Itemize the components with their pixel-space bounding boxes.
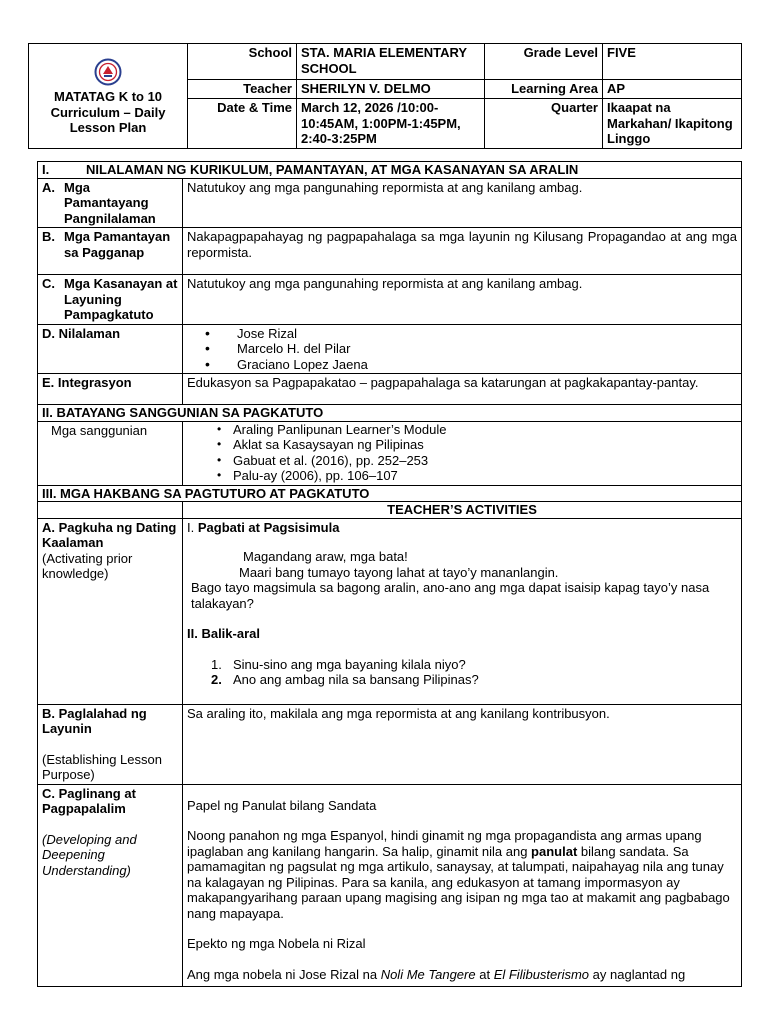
step-a-label-cell: [38, 518, 183, 704]
datetime-value: March 12, 2026 /10:00-10:45AM, 1:00PM-1:45PM, 2:40-3:25PM: [297, 99, 485, 149]
row-letter: B.: [42, 229, 55, 244]
plan-title: MATATAG K to 10 Curriculum – Daily Lesson Plan: [50, 89, 166, 136]
teacher-label: Teacher: [188, 80, 297, 99]
question-number: 2.: [211, 672, 222, 687]
nilalaman-list: [187, 326, 737, 373]
nilalaman-list-cell: [183, 324, 742, 374]
section-1-header: [38, 162, 742, 179]
paragraph-text: ay naglantad ng: [592, 966, 686, 982]
school-value: STA. MARIA ELEMENTARY SCHOOL: [297, 44, 485, 80]
step-c-label-cell: [38, 784, 183, 986]
list-item: • Graciano Lopez Jaena: [187, 357, 737, 373]
step-c-heading: Papel ng Panulat bilang Sandata: [187, 797, 377, 813]
list-item: • Jose Rizal: [187, 326, 737, 342]
list-item: [187, 657, 737, 673]
paragraph-text: Noong panahon ng mga Espanyol, hindi ginamit ng mga propagandista ang armas upang ipaglaban ang kanilang hangarin. Sa halip, ginamit nila ang: [187, 828, 702, 859]
step-a-sub: (Activating prior knowledge): [42, 550, 133, 581]
row-label-b: [38, 228, 183, 275]
question-text: Ano ang ambag nila sa bansang Pilipinas?: [233, 672, 479, 687]
step-a-content: [183, 518, 742, 704]
step-b-sub: (Establishing Lesson Purpose): [42, 751, 162, 782]
row-label-text: Mga Pamantayan sa Pagganap: [64, 229, 171, 260]
step-c-last-line: [187, 967, 737, 983]
empty-cell: [38, 502, 183, 519]
integrasyon-label: E. Integrasyon: [38, 374, 183, 405]
row-label-a: [38, 178, 183, 228]
section-2-header: II. BATAYANG SANGGUNIAN SA PAGKATUTO: [38, 405, 742, 422]
question-number: 1.: [211, 656, 222, 672]
row-text-c: Natutukoy ang mga pangunahing repormista at ang kanilang ambag.: [183, 275, 742, 325]
sanggunian-label: Mga sanggunian: [38, 421, 183, 485]
nilalaman-label: D. Nilalaman: [38, 324, 183, 374]
plan-title-cell: [29, 44, 188, 149]
review-heading: II. Balik-aral: [187, 626, 260, 641]
novel-title: El Filibusterismo: [493, 966, 590, 982]
greeting-heading: Pagbati at Pagsisimula: [197, 519, 340, 535]
question-text: Sinu-sino ang mga bayaning kilala niyo?: [233, 656, 466, 672]
area-label: Learning Area: [485, 80, 603, 99]
step-c-heading-2: Epekto ng mga Nobela ni Rizal: [187, 936, 366, 951]
activities-header: TEACHER’S ACTIVITIES: [183, 502, 742, 519]
grade-value: FIVE: [603, 44, 742, 80]
grade-label: Grade Level: [485, 44, 603, 80]
novel-title: Noli Me Tangere: [380, 966, 476, 982]
row-letter: A.: [42, 179, 55, 195]
list-item: • Gabuat et al. (2016), pp. 252–253: [187, 453, 737, 469]
list-item: • Aklat sa Kasaysayan ng Pilipinas: [187, 437, 737, 453]
step-c-sub: (Developing and Deepening Understanding): [42, 831, 137, 878]
section-1-title: NILALAMAN NG KURIKULUM, PAMANTAYAN, AT MGA KASANAYAN SA ARALIN: [86, 162, 579, 177]
step-c-label: C. Paglinang at Pagpapalalim: [42, 785, 136, 816]
step-c-paragraph: [187, 828, 737, 921]
list-item: • Marcelo H. del Pilar: [187, 341, 737, 357]
review-questions: [187, 657, 737, 688]
step-b-label: B. Paglalahad ng Layunin: [42, 705, 147, 736]
datetime-label: Date & Time: [188, 99, 297, 149]
paragraph-text: bilang sandata. Sa pamamagitan ng pagsulat ng mga artikulo, sanaysay, at talumpati, naipahayag nila ang tunay na kalagayan ng Pilipinas. Para sa kanila, ang edukasyon at tamang impormasyon ay makapangyarihang paraan upang magising ang isipan ng mga tao at makamit ang pagbabago nang mapayapa.: [187, 843, 730, 921]
deped-seal-icon: [33, 57, 183, 87]
section-1-number: I.: [42, 162, 50, 177]
quarter-label: Quarter: [485, 99, 603, 149]
row-label-c: [38, 275, 183, 325]
row-label-text: Mga Kasanayan at Layuning Pampagkatuto: [64, 276, 178, 322]
lesson-plan-table: [37, 161, 742, 987]
sanggunian-list: [187, 422, 737, 484]
section-3-header: III. MGA HAKBANG SA PAGTUTURO AT PAGKATUTO: [38, 485, 742, 502]
greeting-heading-prefix: I.: [187, 519, 195, 535]
row-label-text: Mga Pamantayang Pangnilalaman: [64, 179, 156, 226]
paragraph-text: Ang mga nobela ni Jose Rizal na: [187, 966, 378, 982]
step-c-content: [183, 784, 742, 986]
list-item: [187, 672, 737, 688]
school-label: School: [188, 44, 297, 80]
greeting-line-2: Maari bang tumayo tayong lahat at tayo’y mananlangin.: [239, 564, 559, 580]
quarter-value: Ikaapat na Markahan/ Ikapitong Linggo: [603, 99, 742, 149]
step-b-label-cell: [38, 704, 183, 784]
area-value: AP: [603, 80, 742, 99]
integrasyon-text: Edukasyon sa Pagpapakatao – pagpapahalaga sa katarungan at pagkakapantay-pantay.: [183, 374, 742, 405]
teacher-value: SHERILYN V. DELMO: [297, 80, 485, 99]
step-a-label: A. Pagkuha ng Dating Kaalaman: [42, 519, 177, 550]
row-text-a: Natutukoy ang mga pangunahing repormista at ang kanilang ambag.: [183, 178, 742, 228]
paragraph-emphasis: panulat: [531, 843, 578, 859]
list-item: • Araling Panlipunan Learner’s Module: [187, 422, 737, 438]
paragraph-text: at: [479, 966, 491, 982]
row-letter: C.: [42, 276, 55, 291]
header-table: [28, 43, 742, 149]
list-item: • Palu-ay (2006), pp. 106–107: [187, 468, 737, 484]
sanggunian-list-cell: [183, 421, 742, 485]
step-b-text: Sa araling ito, makilala ang mga repormista at ang kanilang kontribusyon.: [183, 704, 742, 784]
greeting-line-1: Magandang araw, mga bata!: [243, 549, 408, 564]
greeting-line-3: Bago tayo magsimula sa bagong aralin, ano-ano ang mga dapat isaisip kapag tayo’y nasa talakayan?: [191, 580, 710, 611]
row-text-b: Nakapagpapahayag ng pagpapahalaga sa mga layunin ng Kilusang Propagandao at ang mga repormista.: [183, 228, 742, 275]
